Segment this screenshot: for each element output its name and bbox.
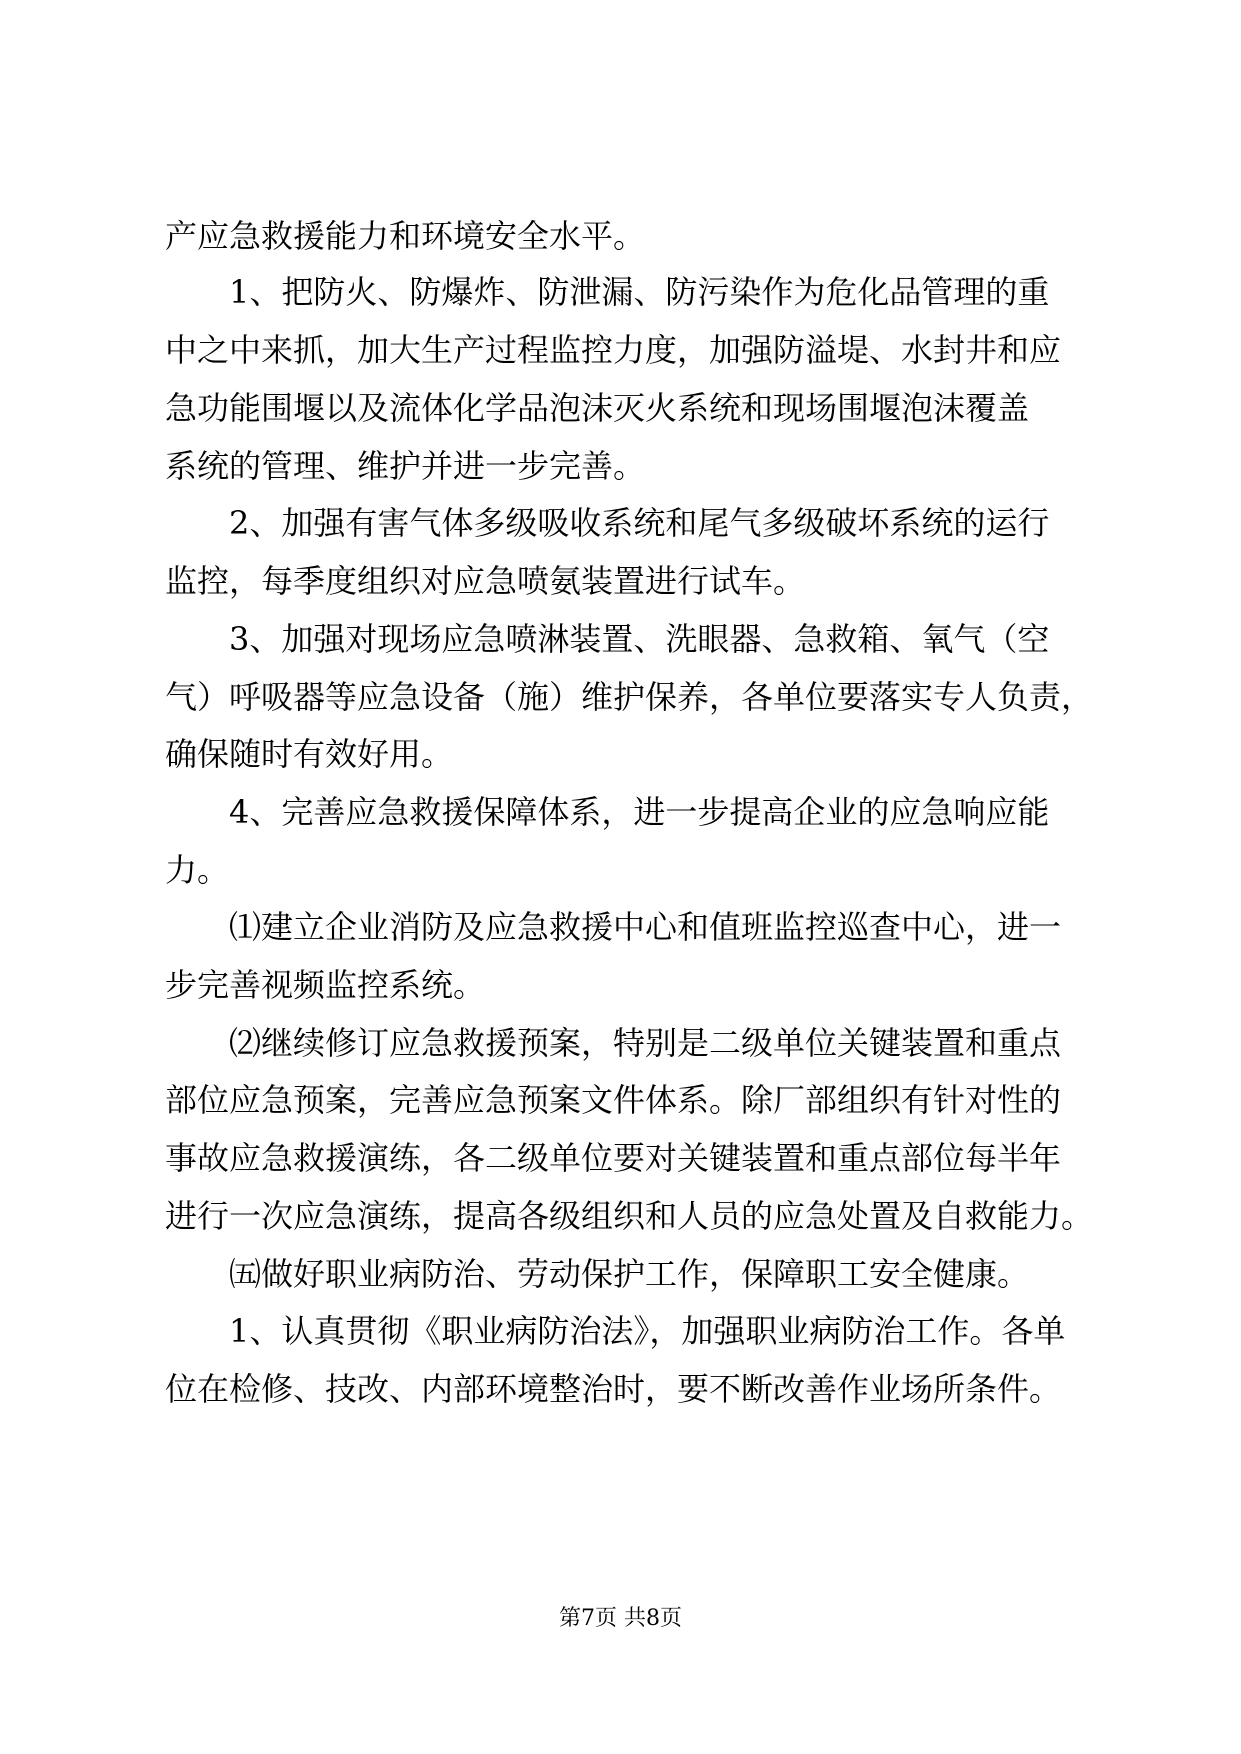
text-line: 中之中来抓，加大生产过程监控力度，加强防溢堤、水封井和应 xyxy=(165,331,1062,369)
text-line: 3、加强对现场应急喷淋装置、洗眼器、急救箱、氧气（空 xyxy=(229,620,1050,658)
text-line: 2、加强有害气体多级吸收系统和尾气多级破坏系统的运行 xyxy=(229,504,1050,542)
text-line: 力。 xyxy=(165,851,230,889)
text-line: 确保随时有效好用。 xyxy=(165,735,454,773)
text-line: 急功能围堰以及流体化学品泡沫灭火系统和现场围堰泡沫覆盖 xyxy=(165,389,1030,427)
page-number-footer: 第7页 共8页 xyxy=(559,1606,682,1631)
text-line: 步完善视频监控系统。 xyxy=(165,966,486,1004)
text-line: 部位应急预案，完善应急预案文件体系。除厂部组织有针对性的 xyxy=(165,1081,1062,1119)
text-line: ⑴建立企业消防及应急救援中心和值班监控巡查中心，进一 xyxy=(229,908,1062,946)
text-line: 进行一次应急演练，提高各级组织和人员的应急处置及自救能力。 xyxy=(165,1197,1094,1235)
text-line: 系统的管理、维护并进一步完善。 xyxy=(165,447,646,485)
text-line: 监控，每季度组织对应急喷氨装置进行试车。 xyxy=(165,562,806,600)
text-line: 产应急救援能力和环境安全水平。 xyxy=(165,217,646,255)
text-line: 事故应急救援演练，各二级单位要对关键装置和重点部位每半年 xyxy=(165,1139,1062,1177)
text-line: 位在检修、技改、内部环境整治时，要不断改善作业场所条件。 xyxy=(165,1370,1062,1408)
text-line: 1、把防火、防爆炸、防泄漏、防污染作为危化品管理的重 xyxy=(229,273,1050,311)
text-line: ㈤做好职业病防治、劳动保护工作，保障职工安全健康。 xyxy=(229,1255,1030,1293)
text-line: 4、完善应急救援保障体系，进一步提高企业的应急响应能 xyxy=(229,793,1050,831)
text-line: ⑵继续修订应急救援预案，特别是二级单位关键装置和重点 xyxy=(229,1024,1062,1062)
text-line: 1、认真贯彻《职业病防治法》，加强职业病防治工作。各单 xyxy=(229,1312,1066,1350)
text-line: 气）呼吸器等应急设备（施）维护保养，各单位要落实专人负责， xyxy=(165,678,1094,716)
